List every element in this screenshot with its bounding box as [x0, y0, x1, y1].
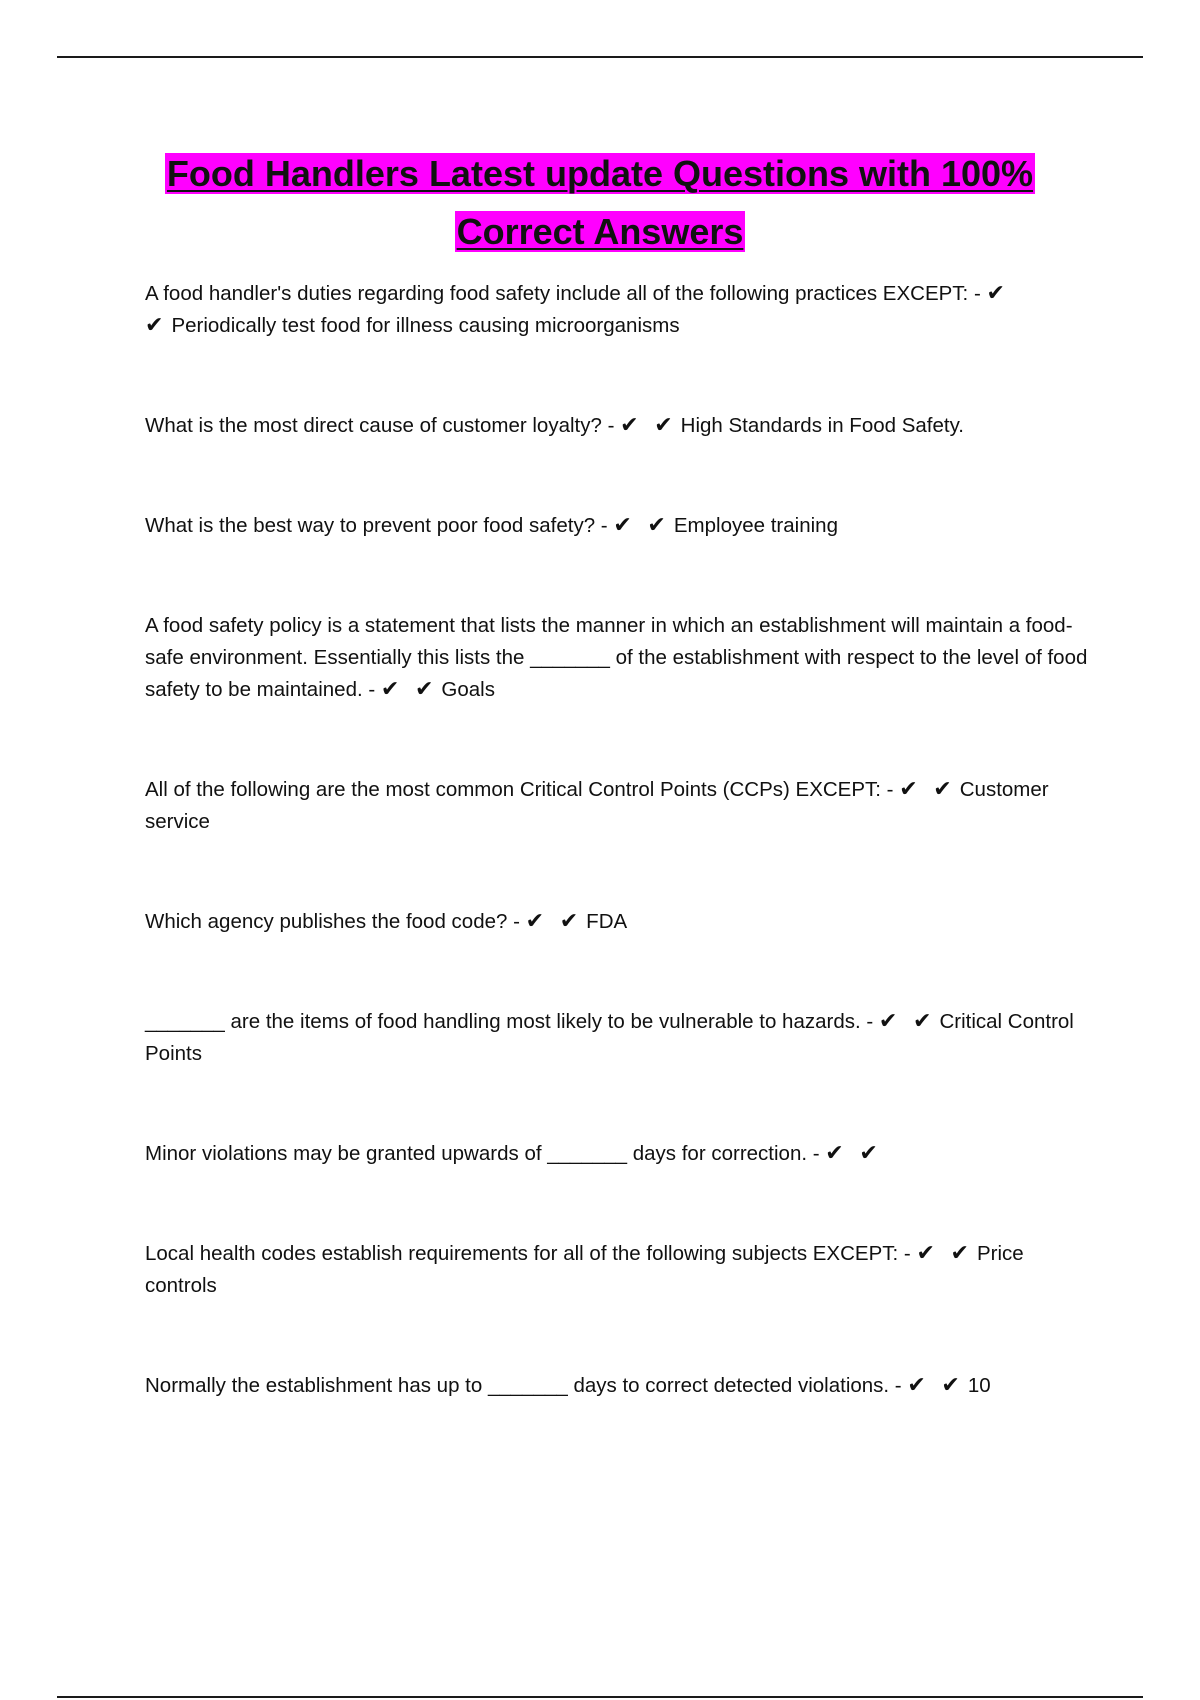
answer-text: Critical Control Points — [145, 1010, 1074, 1065]
checkmark-icon: ✔ ✔ — [899, 777, 956, 802]
qa-item — [145, 278, 1095, 342]
qa-item — [145, 410, 1095, 442]
answer-text: Periodically test food for illness causing microorganisms — [171, 314, 680, 337]
qa-item — [145, 1006, 1095, 1070]
qa-item — [145, 510, 1095, 542]
question-text: All of the following are the most common Critical Control Points (CCPs) EXCEPT: - — [145, 778, 894, 801]
qa-item — [145, 906, 1095, 938]
checkmark-icon: ✔ ✔ — [620, 413, 677, 438]
checkmark-icon: ✔ ✔ — [613, 513, 670, 538]
question-text: Which agency publishes the food code? - — [145, 910, 520, 933]
answer-text: Price controls — [145, 1242, 1024, 1297]
qa-item — [145, 610, 1095, 706]
question-text: Local health codes establish requirements for all of the following subjects EXCEPT: - — [145, 1242, 911, 1265]
checkmark-icon: ✔ ✔ — [380, 677, 438, 702]
footer-rule — [57, 1696, 1143, 1698]
checkmark-icon: ✔ ✔ — [907, 1373, 964, 1398]
qa-item — [145, 1370, 1095, 1402]
checkmark-icon: ✔ ✔ — [916, 1241, 973, 1266]
checkmark-icon: ✔ ✔ — [878, 1009, 936, 1034]
answer-text: FDA — [586, 910, 628, 933]
qa-item — [145, 1138, 1095, 1170]
question-text: A food handler's duties regarding food safety include all of the following practices EXCEPT: - — [145, 282, 981, 305]
answer-text: 10 — [967, 1374, 991, 1397]
title-block — [100, 145, 1100, 261]
answer-text: Employee training — [673, 514, 838, 537]
answer-text: Customer service — [145, 778, 1049, 833]
answer-text: High Standards in Food Safety. — [680, 414, 965, 437]
question-text: _______ are the items of food handling most likely to be vulnerable to hazards. - — [145, 1010, 874, 1033]
checkmark-icon: ✔ ✔ — [145, 281, 1009, 338]
answer-text: Goals — [441, 678, 495, 701]
qa-item — [145, 1238, 1095, 1302]
question-text: What is the best way to prevent poor food safety? - — [145, 514, 608, 537]
question-text: A food safety policy is a statement that lists the manner in which an establishment will maintain a food-safe environment. Essentially this lists the _______ of the establishment with respect to the level of food safety to be maintained. - — [145, 614, 1088, 701]
header-rule — [57, 56, 1143, 58]
question-text: Minor violations may be granted upwards of _______ days for correction. - — [145, 1142, 820, 1165]
qa-list — [145, 278, 1095, 1402]
checkmark-icon: ✔ ✔ — [825, 1141, 882, 1166]
question-text: Normally the establishment has up to _______ days to correct detected violations. - — [145, 1374, 902, 1397]
question-text: What is the most direct cause of customer loyalty? - — [145, 414, 615, 437]
checkmark-icon: ✔ ✔ — [525, 909, 583, 934]
document-title: Food Handlers Latest update Questions with 100% Correct Answers — [166, 153, 1034, 252]
qa-item — [145, 774, 1095, 838]
